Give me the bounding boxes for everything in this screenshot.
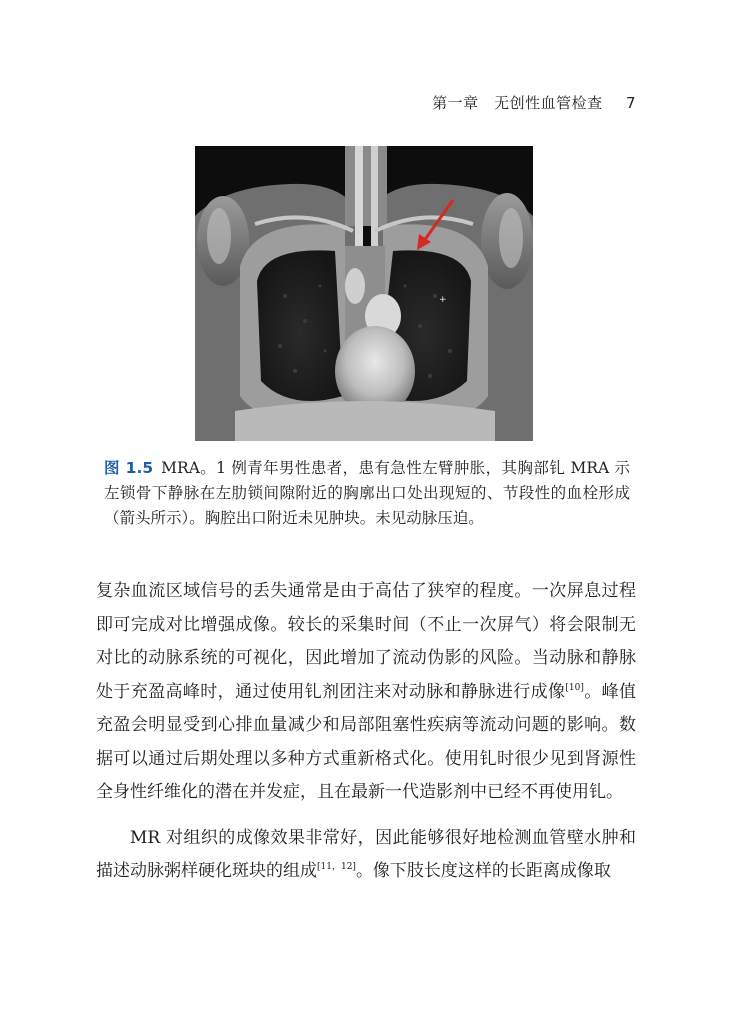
figure-caption-text: MRA。1 例青年男性患者，患有急性左臂肿胀，其胸部钆 MRA 示左锁骨下静脉在左肋锁间隙附近的胸廓出口处出现短的、节段性的血栓形成（箭头所示）。胸腔出口附近未见肿块。未见动脉压迫。: [104, 459, 630, 527]
paragraph-1: [96, 575, 636, 810]
mra-chest-image: [195, 146, 533, 441]
paragraph-1-tail: 。峰值充盈会明显受到心排血量减少和局部阻塞性疾病等流动问题的影响。数据可以通过后期处理以多种方式重新格式化。使用钆时很少见到肾源性全身性纤维化的潜在并发症，且在最新一代造影剂中已经不再使用钆。: [96, 681, 637, 802]
paragraph-1-text: 复杂血流区域信号的丢失通常是由于高估了狭窄的程度。一次屏息过程即可完成对比增强成像。较长的采集时间（不止一次屏气）将会限制无对比的动脉系统的可视化，因此增加了流动伪影的风险。当动脉和静脉处于充盈高峰时，通过使用钆剂团注来对动脉和静脉进行成像: [96, 581, 636, 702]
figure-caption: [104, 456, 630, 531]
svg-text:+: +: [439, 295, 447, 305]
reference-10: [10]: [565, 682, 584, 693]
mra-scan-drawing: [195, 146, 533, 441]
chapter-title: 第一章 无创性血管检查: [432, 94, 603, 112]
figure-label: 图 1.5: [104, 459, 154, 477]
paragraph-2-text: MR 对组织的成像效果非常好，因此能够很好地检测血管壁水肿和描述动脉粥样硬化斑块的组成: [96, 827, 636, 881]
paragraph-2: [96, 822, 636, 889]
page-number: 7: [625, 94, 636, 112]
paragraph-2-tail: 。像下肢长度这样的长距离成像取: [355, 861, 611, 881]
reference-11-12: [11，12]: [317, 862, 356, 872]
body-text: [96, 575, 636, 889]
running-head: [432, 92, 636, 113]
